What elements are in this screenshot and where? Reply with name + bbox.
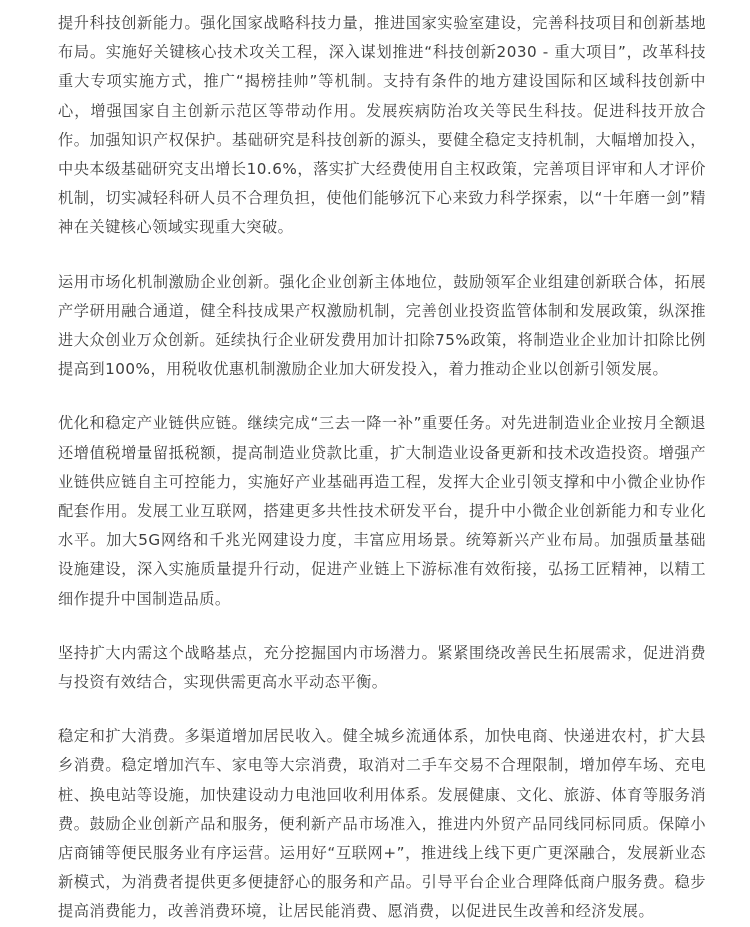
paragraph-enterprise-innovation: 运用市场化机制激励企业创新。强化企业创新主体地位，鼓励领军企业组建创新联合体，拓展产学研用融合通道，健全科技成果产权激励机制，完善创业投资监管体制和发展政策，纵深推进大众创业万众创新。延续执行企业研发费用加计扣除75%政策，将制造业企业加计扣除比例提高到100%，用税收优惠机制激励企业加大研发投入，着力推动企业以创新引领发展。: [58, 272, 706, 379]
paragraph-supply-chain: 优化和稳定产业链供应链。继续完成“三去一降一补”重要任务。对先进制造业企业按月全额退还增值税增量留抵税额，提高制造业贷款比重，扩大制造业设备更新和技术改造投资。增强产业链供应链自主可控能力，实施好产业基础再造工程，发挥大企业引领支撑和中小微企业协作配套作用。发展工业互联网，搭建更多共性技术研发平台，提升中小微企业创新能力和专业化水平。加大5G网络和千兆光网建设力度，丰富应用场景。统筹新兴产业布局。加强质量基础设施建设，深入实施质量提升行动，促进产业链上下游标准有效衔接，弘扬工匠精神，以精工细作提升中国制造品质。: [58, 414, 706, 608]
article-body: [58, 9, 706, 927]
paragraph-domestic-demand: 坚持扩大内需这个战略基点，充分挖掘国内市场潜力。紧紧围绕改善民生拓展需求，促进消费与投资有效结合，实现供需更高水平动态平衡。: [58, 643, 706, 692]
paragraph-tech-innovation: 提升科技创新能力。强化国家战略科技力量，推进国家实验室建设，完善科技项目和创新基地布局。实施好关键核心技术攻关工程，深入谋划推进“科技创新2030 - 重大项目”，改革科技重大专项实施方式，推广“揭榜挂帅”等机制。支持有条件的地方建设国际和区域科技创新中心，增强国家自主创新示范区等带动作用。发展疾病防治攻关等民生科技。促进科技开放合作。加强知识产权保护。基础研究是科技创新的源头，要健全稳定支持机制，大幅增加投入，中央本级基础研究支出增长10.6%，落实扩大经费使用自主权政策，完善项目评审和人才评价机制，切实减轻科研人员不合理负担，使他们能够沉下心来致力科学探索，以“十年磨一剑”精神在关键核心领域实现重大突破。: [58, 14, 706, 237]
paragraph-consumption: 稳定和扩大消费。多渠道增加居民收入。健全城乡流通体系，加快电商、快递进农村，扩大县乡消费。稳定增加汽车、家电等大宗消费，取消对二手车交易不合理限制，增加停车场、充电桩、换电站等设施，加快建设动力电池回收利用体系。发展健康、文化、旅游、体育等服务消费。鼓励企业创新产品和服务，便利新产品市场准入，推进内外贸产品同线同标同质。保障小店商铺等便民服务业有序运营。运用好“互联网+”，推进线上线下更广更深融合，发展新业态新模式，为消费者提供更多便捷舒心的服务和产品。引导平台企业合理降低商户服务费。稳步提高消费能力，改善消费环境，让居民能消费、愿消费，以促进民生改善和经济发展。: [58, 727, 706, 921]
